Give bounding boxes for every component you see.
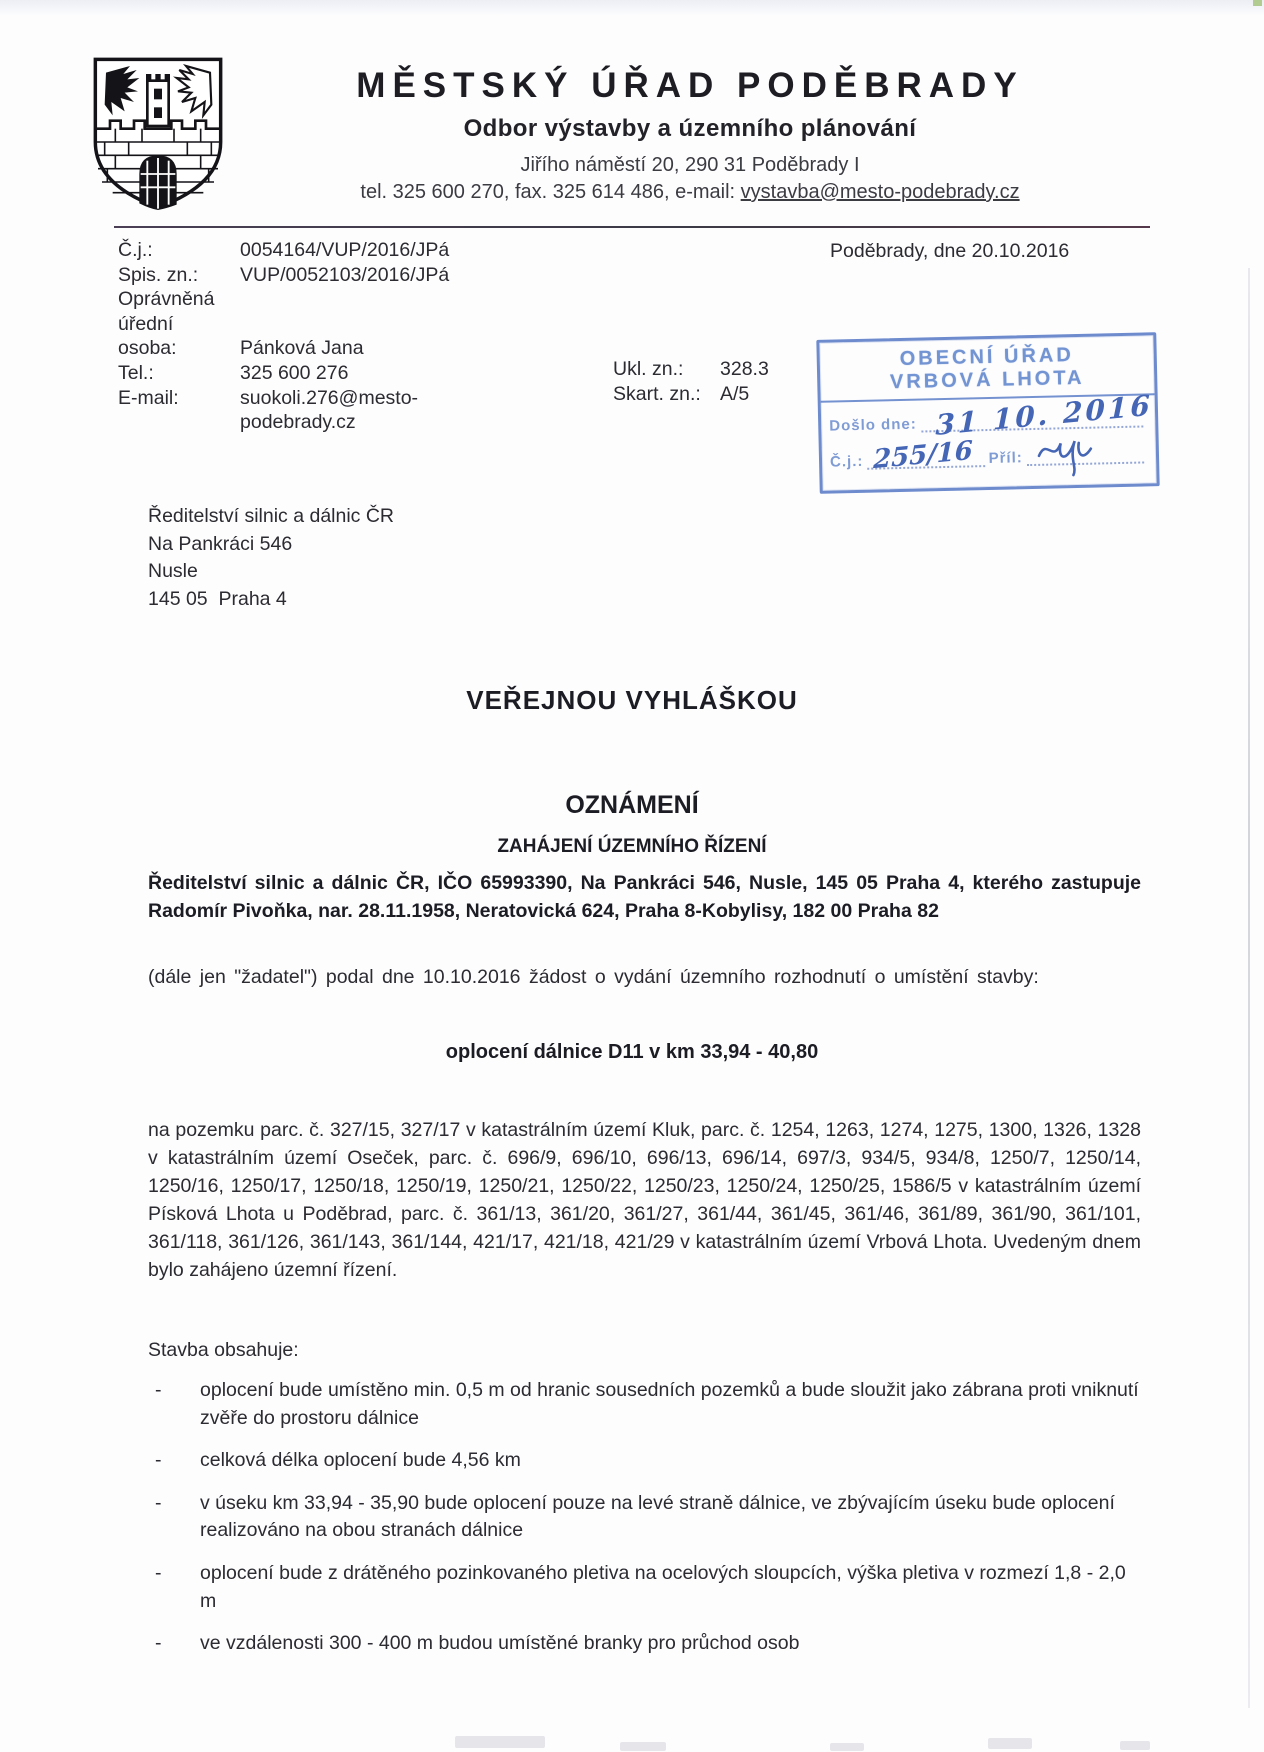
office-contact-line (250, 181, 1130, 204)
officer-label-line1: Oprávněná (118, 288, 215, 311)
stamp-enclosures-line (1026, 435, 1144, 466)
cj-value: 0054164/VUP/2016/JPá (240, 239, 450, 261)
contains-label: Stavba obsahuje: (148, 1339, 299, 1361)
email-value-line2: podebrady.cz (240, 411, 356, 434)
tel-label: Tel.: (118, 361, 154, 384)
office-contact-text: tel. 325 600 270, fax. 325 614 486, e-mail: (360, 181, 741, 203)
scan-artifact-edge-line (1248, 268, 1250, 1708)
handwritten-received-date: 31 10. 2016 (934, 388, 1153, 442)
recipient-line: Nusle (148, 560, 198, 582)
stamp-office-line1: OBECNÍ ÚŘAD (899, 344, 1075, 370)
email-row (118, 386, 578, 411)
stamp-ref-row (822, 431, 1157, 475)
parcels-paragraph: na pozemku parc. č. 327/15, 327/17 v katastrálním území Kluk, parc. č. 1254, 1263, 1274, 1275, 1300, 1326, 1328 v katastrálním území Oseček, parc. č. 696/9, 696/10, 696/13, 696/14, 697/3, 934/5, 934/8, 1250/7, 1250/14, 1250/16, 1250/17, 1250/18, 1250/19, 1250/21, 1250/22, 1250/23, 1250/24, 1250/25, 1586/5 v katastrálním území Písková Lhota u Poděbrad, parc. č. 361/13, 361/20, 361/27, 361/44, 361/45, 361/46, 361/89, 361/90, 361/101, 361/118, 361/126, 361/143, 361/144, 421/17, 421/18, 421/29 v katastrálním území Vrbová Lhota. Uvedeným dnem bylo zahájeno územní řízení. (148, 1119, 1141, 1281)
handwritten-scribble-icon (1032, 433, 1099, 478)
list-item: - oplocení bude z drátěného pozinkovaného pletiva na ocelových sloupcích, výška pletiva v rozmezí 1,8 - 2,0 m (148, 1560, 1144, 1615)
stamp-ref-label: Č.j.: (829, 452, 864, 471)
list-item: - oplocení bude umístěno min. 0,5 m od hranic sousedních pozemků a bude sloužit jako zábrana proti vniknutí zvěře do prostoru dálnice (148, 1377, 1144, 1432)
handwritten-ref-number: 255/16 (873, 435, 974, 476)
tel-row (118, 361, 578, 386)
ukl-row (613, 357, 769, 382)
place-and-date: Poděbrady, dne 20.10.2016 (830, 240, 1070, 262)
scan-artifact-noise (620, 1742, 666, 1751)
officer-label-line3: osoba: (118, 337, 177, 360)
office-email: vystavba@mesto-podebrady.cz (740, 181, 1020, 203)
list-item: - v úseku km 33,94 - 35,90 bude oplocení pouze na levé straně dálnice, ve zbývajícím úseku bude oplocení realizováno na obou stranách dálnice (148, 1490, 1144, 1545)
email-label: E-mail: (118, 386, 179, 409)
ukl-value: 328.3 (720, 358, 769, 380)
skart-label: Skart. zn.: (613, 383, 701, 405)
stamp-enclosures-label: Příl: (988, 449, 1023, 467)
stamp-ref-line (867, 435, 985, 476)
podebrady-coat-of-arms-icon (88, 54, 228, 214)
recipient-line: Ředitelství silnic a dálnic ČR (148, 505, 395, 527)
spis-value: VUP/0052103/2016/JPá (240, 263, 450, 286)
scan-artifact-noise (988, 1738, 1032, 1749)
document-title: VEŘEJNOU VYHLÁŠKOU (466, 685, 798, 715)
department-name: Odbor výstavby a územního plánování (463, 115, 917, 142)
applicant-paragraph: Ředitelství silnic a dálnic ČR, IČO 65993390, Na Pankráci 546, Nusle, 145 05 Praha 4, kterého zastupuje Radomír Pivoňka, nar. 28.11.1958, Neratovická 624, Praha 8-Kobylisy, 182 00 Praha 82 (148, 872, 1141, 922)
officer-value: Pánková Jana (240, 337, 364, 360)
skart-row (613, 382, 769, 407)
list-item: - celková délka oplocení bude 4,56 km (148, 1447, 1144, 1475)
list-item: - ve vzdálenosti 300 - 400 m budou umístěné branky pro průchod osob (148, 1630, 1144, 1658)
recipient-line: Na Pankráci 546 (148, 532, 293, 555)
stamp-received-label: Došlo dne: (829, 415, 917, 435)
email-value-line1: suokoli.276@mesto- (240, 386, 419, 409)
spis-label: Spis. zn.: (118, 263, 199, 286)
scan-artifact-noise (830, 1743, 864, 1751)
letterhead (250, 66, 1130, 204)
construction-details-list (148, 1377, 1144, 1673)
tel-value: 325 600 276 (240, 361, 349, 384)
office-name: MĚSTSKÝ ÚŘAD PODĚBRADY (356, 66, 1024, 105)
ref-row-cj (118, 238, 578, 263)
notice-subheading: ZAHÁJENÍ ÚZEMNÍHO ŘÍZENÍ (497, 836, 767, 857)
recipient-line: 145 05 Praha 4 (148, 587, 287, 610)
stamp-office-line2: VRBOVÁ LHOTA (889, 366, 1085, 394)
officer-label-line2: úřední (118, 312, 174, 335)
filing-codes-block (613, 357, 769, 407)
request-paragraph: (dále jen "žadatel") podal dne 10.10.2016 žádost o vydání územního rozhodnutí o umístění stavby: (148, 966, 1039, 988)
cj-label: Č.j.: (118, 239, 153, 261)
skart-value: A/5 (720, 383, 750, 405)
scan-artifact-top-band (0, 0, 1264, 16)
header-divider (114, 226, 1150, 228)
reference-block (118, 238, 578, 435)
recipient-address-block (148, 503, 394, 613)
ref-row-spis (118, 263, 578, 288)
receipt-stamp (816, 332, 1159, 494)
office-address: Jiřího náměstí 20, 290 31 Poděbrady I (520, 154, 860, 176)
stamp-received-line (920, 388, 1153, 442)
ukl-label: Ukl. zn.: (613, 358, 684, 380)
scan-artifact-noise (455, 1736, 545, 1748)
project-title: oplocení dálnice D11 v km 33,94 - 40,80 (445, 1041, 819, 1063)
notice-heading: OZNÁMENÍ (565, 791, 699, 819)
scan-artifact-corner-fleck (1253, 0, 1262, 6)
officer-row (118, 336, 578, 361)
email-row-wrap (118, 410, 578, 435)
scan-artifact-noise (1120, 1741, 1150, 1750)
